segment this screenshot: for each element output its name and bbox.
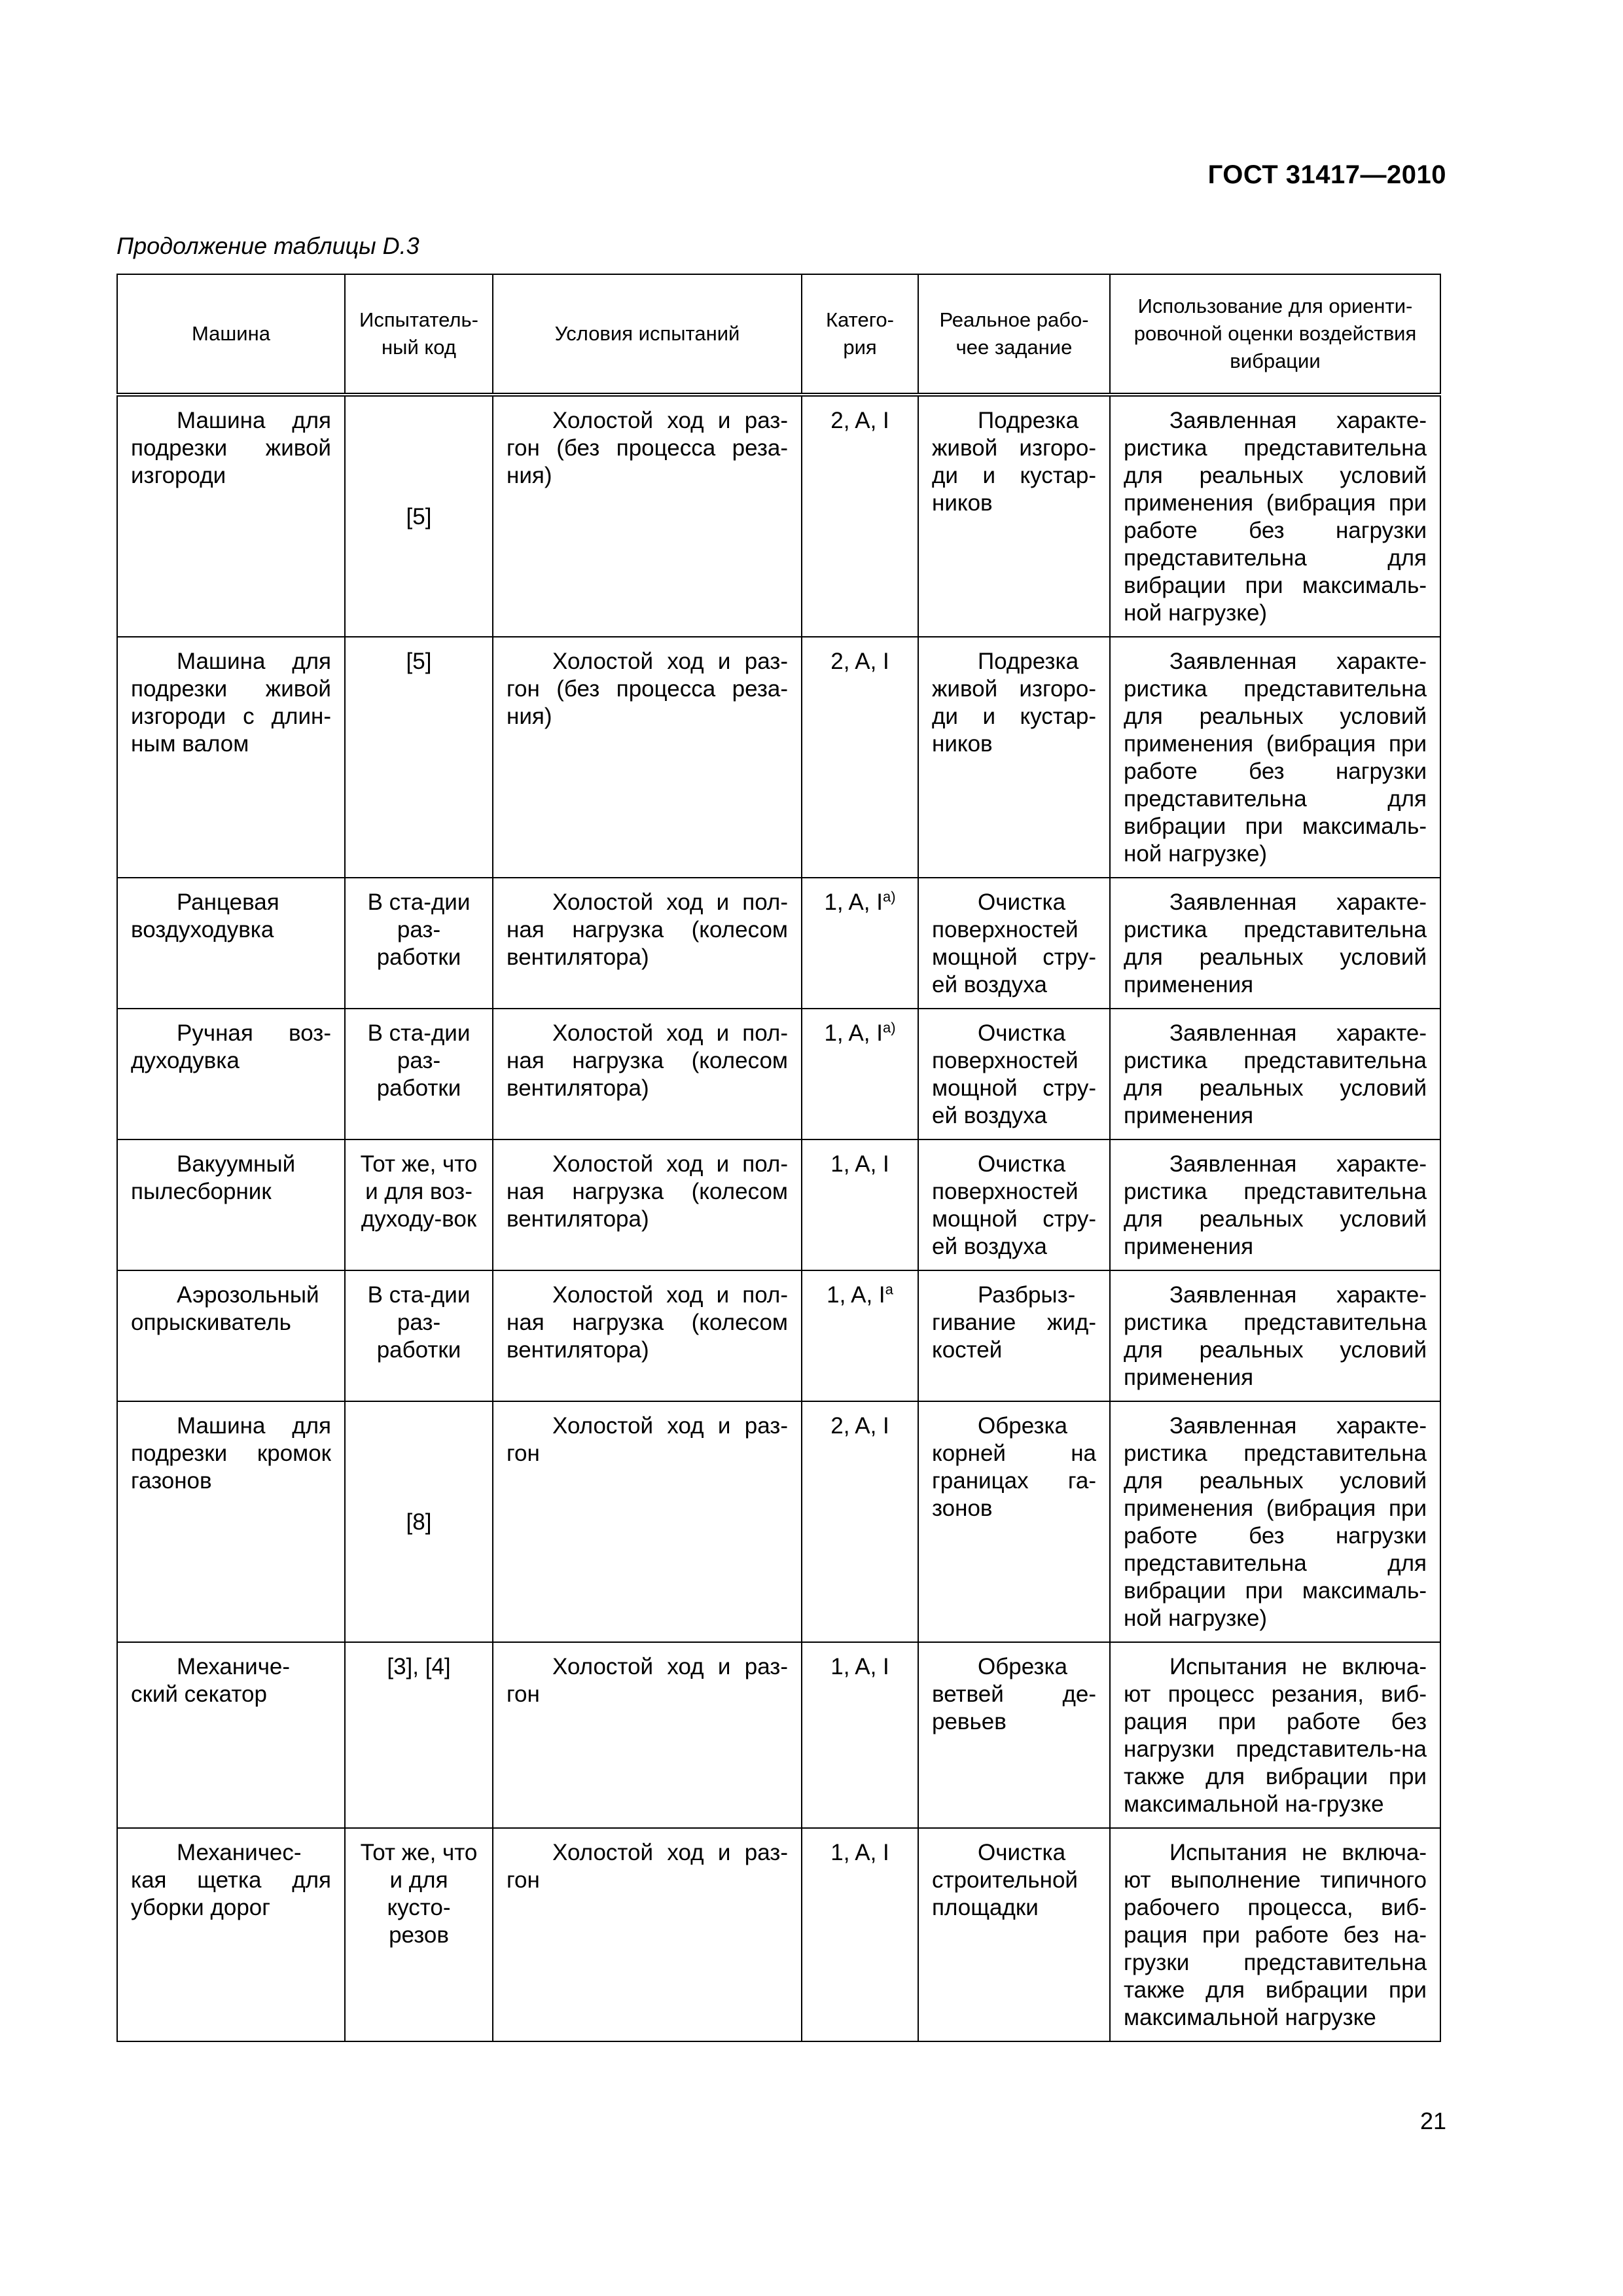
cell-test-code-text: Тот же, что и для воз-духоду-вок — [360, 1151, 478, 1232]
machine-test-table — [116, 274, 1441, 2042]
cell-real-task — [918, 1270, 1110, 1401]
cell-machine-text: Вакуумный пылесборник — [131, 1151, 296, 1204]
cell-usage-text: Испытания не включа-ют выполнение типичного рабочего процесса, виб-рация при работе без на-грузки представительна также для вибрации при максимальной нагрузке — [1124, 1840, 1427, 2030]
document-id: ГОСТ 31417—2010 — [1207, 160, 1446, 189]
cell-machine — [117, 637, 345, 878]
cell-test-code-text: Тот же, что и для кусто-резов — [360, 1840, 478, 1948]
cell-real-task-text: Обрезка ветвей де-ревьев — [932, 1654, 1096, 1734]
cell-test-code-text: [3], [4] — [387, 1654, 451, 1679]
cell-category — [802, 1270, 918, 1401]
cell-machine-text: Аэрозольный опрыскиватель — [131, 1282, 319, 1335]
cell-real-task-text: Очистка поверхностей мощной стру-ей воздуха — [932, 1020, 1096, 1128]
column-header-test-code: Испытатель-ный код — [345, 274, 493, 395]
cell-real-task — [918, 878, 1110, 1009]
cell-usage-text: Испытания не включа-ют процесс резания, виб-рация при работе без нагрузки представитель-на также для вибрации при максимальной на-грузке — [1124, 1654, 1427, 1817]
cell-usage — [1110, 395, 1440, 637]
cell-test-code — [345, 1401, 493, 1642]
cell-category-text: 1, A, I — [830, 1654, 889, 1679]
table-row — [117, 1401, 1440, 1642]
column-header-machine: Машина — [117, 274, 345, 395]
cell-test-code — [345, 878, 493, 1009]
cell-machine — [117, 1270, 345, 1401]
cell-usage — [1110, 878, 1440, 1009]
cell-test-code-text: В ста-дии раз-работки — [367, 1020, 471, 1101]
cell-machine-text: Механиче-ский секатор — [131, 1654, 291, 1707]
cell-real-task-text: Подрезка живой изгоро-ди и кустар-ников — [932, 649, 1096, 757]
cell-real-task — [918, 1401, 1110, 1642]
cell-category-text: 1, A, I — [830, 1840, 889, 1865]
cell-usage-text: Заявленная характе-ристика представительна для реальных условий применения (вибрация при работе без нагрузки представительна для вибрации при максималь-ной нагрузке) — [1124, 649, 1427, 867]
cell-test-conditions-text: Холостой ход и пол-ная нагрузка (колесом вентилятора) — [507, 1151, 788, 1232]
table-row — [117, 395, 1440, 637]
column-header-category: Катего-рия — [802, 274, 918, 395]
cell-test-code-text: [5] — [406, 504, 432, 529]
cell-machine-text: Ручная воз-духодувка — [131, 1020, 331, 1073]
cell-usage — [1110, 637, 1440, 878]
cell-usage-text: Заявленная характе-ристика представительна для реальных условий применения — [1124, 1151, 1427, 1259]
cell-category — [802, 1642, 918, 1828]
cell-real-task-text: Разбрыз-гивание жид-костей — [932, 1282, 1096, 1363]
category-footnote-mark: a) — [882, 888, 896, 905]
cell-test-conditions-text: Холостой ход и раз-гон (без процесса реза-ния) — [507, 649, 788, 729]
column-header-real-task: Реальное рабо-чее задание — [918, 274, 1110, 395]
column-header-test-conditions: Условия испытаний — [493, 274, 802, 395]
cell-machine — [117, 878, 345, 1009]
cell-test-conditions — [493, 1828, 802, 2041]
cell-category — [802, 637, 918, 878]
table-caption: Продолжение таблицы D.3 — [116, 232, 419, 259]
cell-test-conditions-text: Холостой ход и раз-гон (без процесса реза-ния) — [507, 408, 788, 488]
cell-category-text: 1, A, I — [824, 889, 883, 915]
cell-category — [802, 878, 918, 1009]
cell-real-task-text: Очистка поверхностей мощной стру-ей воздуха — [932, 1151, 1096, 1259]
cell-usage-text: Заявленная характе-ристика представительна для реальных условий применения (вибрация при работе без нагрузки представительна для вибрации при максималь-ной нагрузке) — [1124, 1413, 1427, 1631]
cell-test-conditions — [493, 637, 802, 878]
cell-usage — [1110, 1139, 1440, 1270]
cell-usage — [1110, 1401, 1440, 1642]
cell-category — [802, 1009, 918, 1139]
cell-real-task-text: Обрезка корней на границах га-зонов — [932, 1413, 1096, 1521]
cell-machine — [117, 1009, 345, 1139]
cell-real-task — [918, 1828, 1110, 2041]
cell-test-conditions — [493, 878, 802, 1009]
cell-test-conditions-text: Холостой ход и пол-ная нагрузка (колесом вентилятора) — [507, 1020, 788, 1101]
category-footnote-mark: a — [885, 1281, 893, 1298]
cell-usage — [1110, 1642, 1440, 1828]
cell-machine — [117, 1139, 345, 1270]
cell-usage-text: Заявленная характе-ристика представительна для реальных условий применения — [1124, 1282, 1427, 1390]
cell-test-conditions — [493, 1401, 802, 1642]
cell-test-conditions — [493, 395, 802, 637]
cell-usage — [1110, 1270, 1440, 1401]
cell-real-task-text: Очистка поверхностей мощной стру-ей воздуха — [932, 889, 1096, 997]
cell-real-task — [918, 1642, 1110, 1828]
cell-test-conditions — [493, 1139, 802, 1270]
cell-category-text: 1, A, I — [824, 1020, 883, 1046]
cell-real-task-text: Подрезка живой изгоро-ди и кустар-ников — [932, 408, 1096, 516]
cell-test-code-text: [8] — [406, 1509, 432, 1535]
cell-test-conditions-text: Холостой ход и раз-гон — [507, 1840, 788, 1893]
cell-test-code — [345, 1828, 493, 2041]
table-header — [117, 274, 1440, 395]
cell-real-task — [918, 395, 1110, 637]
header-row — [117, 274, 1440, 395]
cell-category — [802, 1828, 918, 2041]
cell-category-text: 2, A, I — [830, 649, 889, 674]
cell-test-code — [345, 637, 493, 878]
cell-test-code — [345, 1270, 493, 1401]
cell-test-conditions-text: Холостой ход и пол-ная нагрузка (колесом вентилятора) — [507, 889, 788, 970]
cell-test-code — [345, 1139, 493, 1270]
cell-category-text: 1, A, I — [830, 1151, 889, 1177]
page-number: 21 — [1419, 2108, 1446, 2134]
cell-usage — [1110, 1009, 1440, 1139]
cell-machine — [117, 1401, 345, 1642]
cell-test-conditions-text: Холостой ход и пол-ная нагрузка (колесом вентилятора) — [507, 1282, 788, 1363]
cell-real-task-text: Очистка строительной площадки — [932, 1840, 1078, 1920]
cell-category — [802, 395, 918, 637]
table-row — [117, 1828, 1440, 2041]
cell-category — [802, 1401, 918, 1642]
cell-test-conditions-text: Холостой ход и раз-гон — [507, 1413, 788, 1466]
cell-usage-text: Заявленная характе-ристика представительна для реальных условий применения — [1124, 889, 1427, 997]
cell-test-code-text: [5] — [406, 649, 432, 674]
cell-category-text: 1, A, I — [827, 1282, 885, 1308]
cell-machine-text: Ранцевая воздуходувка — [131, 889, 279, 942]
table-row — [117, 1642, 1440, 1828]
cell-usage — [1110, 1828, 1440, 2041]
cell-test-code — [345, 1009, 493, 1139]
cell-test-code — [345, 1642, 493, 1828]
cell-machine-text: Машина для подрезки кромок газонов — [131, 1413, 331, 1494]
cell-test-conditions — [493, 1270, 802, 1401]
cell-real-task — [918, 1139, 1110, 1270]
table-body — [117, 395, 1440, 2041]
cell-category — [802, 1139, 918, 1270]
column-header-usage: Использование для ориенти-ровочной оценки воздействия вибрации — [1110, 274, 1440, 395]
cell-category-text: 2, A, I — [830, 408, 889, 433]
cell-real-task — [918, 637, 1110, 878]
table-row — [117, 1270, 1440, 1401]
table-row — [117, 637, 1440, 878]
cell-test-code-text: В ста-дии раз-работки — [367, 1282, 471, 1363]
cell-test-code-text: В ста-дии раз-работки — [367, 889, 471, 970]
cell-usage-text: Заявленная характе-ристика представительна для реальных условий применения — [1124, 1020, 1427, 1128]
cell-usage-text: Заявленная характе-ристика представительна для реальных условий применения (вибрация при работе без нагрузки представительна для вибрации при максималь-ной нагрузке) — [1124, 408, 1427, 626]
cell-test-code — [345, 395, 493, 637]
table-row — [117, 1139, 1440, 1270]
cell-machine — [117, 395, 345, 637]
cell-test-conditions — [493, 1642, 802, 1828]
cell-test-conditions-text: Холостой ход и раз-гон — [507, 1654, 788, 1707]
cell-machine-text: Машина для подрезки живой изгороди с длин-ным валом — [131, 649, 331, 757]
cell-machine-text: Механичес-кая щетка для уборки дорог — [131, 1840, 331, 1920]
table-row — [117, 1009, 1440, 1139]
cell-category-text: 2, A, I — [830, 1413, 889, 1439]
cell-machine — [117, 1828, 345, 2041]
category-footnote-mark: a) — [882, 1019, 896, 1036]
cell-machine — [117, 1642, 345, 1828]
cell-test-conditions — [493, 1009, 802, 1139]
cell-machine-text: Машина для подрезки живой изгороди — [131, 408, 331, 488]
cell-real-task — [918, 1009, 1110, 1139]
table-row — [117, 878, 1440, 1009]
